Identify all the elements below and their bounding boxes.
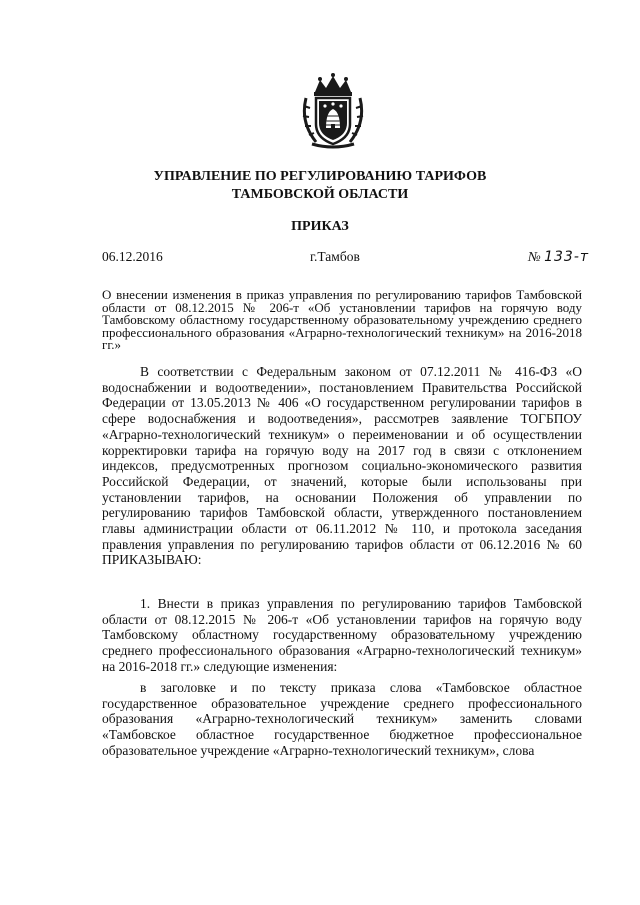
item-1-sub-text: в заголовке и по тексту приказа слова «Тамбовское областное государственное образовательное учреждение среднего профессионального образования «Аграрно-технологический техникум» заменить словами «Тамбовское областное государственное бюджетное профессиональное образовательное учреждение «Аграрно-технологический техникум», слова — [102, 680, 582, 758]
order-number — [528, 249, 589, 265]
item-1-text: 1. Внести в приказ управления по регулированию тарифов Тамбовской области от 08.12.2015 № 206-т «Об установлении тарифов на горячую воду Тамбовскому областному государственному образовательному учреждению среднего профессионального образования «Аграрно-технологический техникум» на 2016-2018 гг.» следующие изменения: — [102, 596, 582, 674]
preamble-paragraph — [102, 364, 582, 568]
coat-of-arms-icon — [298, 72, 368, 150]
order-title-text: О внесении изменения в приказ управления по регулированию тарифов Тамбовской области от 08.12.2015 № 206-т «Об установлении тарифов на горячую воду Тамбовскому областному государственному образовательному учреждению среднего профессионального образования «Аграрно-технологический техникум» на 2016-2018 гг.» — [102, 287, 582, 352]
order-number-prefix: № — [528, 249, 541, 264]
organization-name-line2: ТАМБОВСКОЙ ОБЛАСТИ — [231, 187, 409, 202]
item-1-paragraph — [102, 596, 582, 675]
organization-name-line1: УПРАВЛЕНИЕ ПО РЕГУЛИРОВАНИЮ ТАРИФОВ — [153, 169, 487, 184]
preamble-text: В соответствии с Федеральным законом от 07.12.2011 № 416-ФЗ «О водоснабжении и водоотведении», постановлением Правительства Российской Федерации от 13.05.2013 № 406 «О государственном регулировании тарифов в сфере водоснабжения и водоотведения», рассмотрев заявление ТОГБПОУ «Аграрно-технологический техникум» о переименовании и об осуществлении корректировки тарифа на горячую воду на 2017 год в связи с отклонением индексов, предусмотренных прогнозом социально-экономического развития Российской Федерации, от значений, которые были использованы при установлении тарифов, на основании Положения об управлении по регулированию тарифов Тамбовской области, утвержденного постановлением главы администрации области от 06.11.2012 № 110, и протокола заседания правления управления по регулированию тарифов области от 06.12.2016 № 60 ПРИКАЗЫВАЮ: — [102, 364, 582, 568]
order-number-handwritten: 133-т — [544, 249, 590, 265]
document-type: ПРИКАЗ — [291, 219, 349, 234]
item-1-sub-paragraph — [102, 680, 582, 759]
order-date: 06.12.2016 — [102, 249, 163, 264]
order-city: г.Тамбов — [310, 249, 360, 264]
order-title — [102, 289, 582, 352]
